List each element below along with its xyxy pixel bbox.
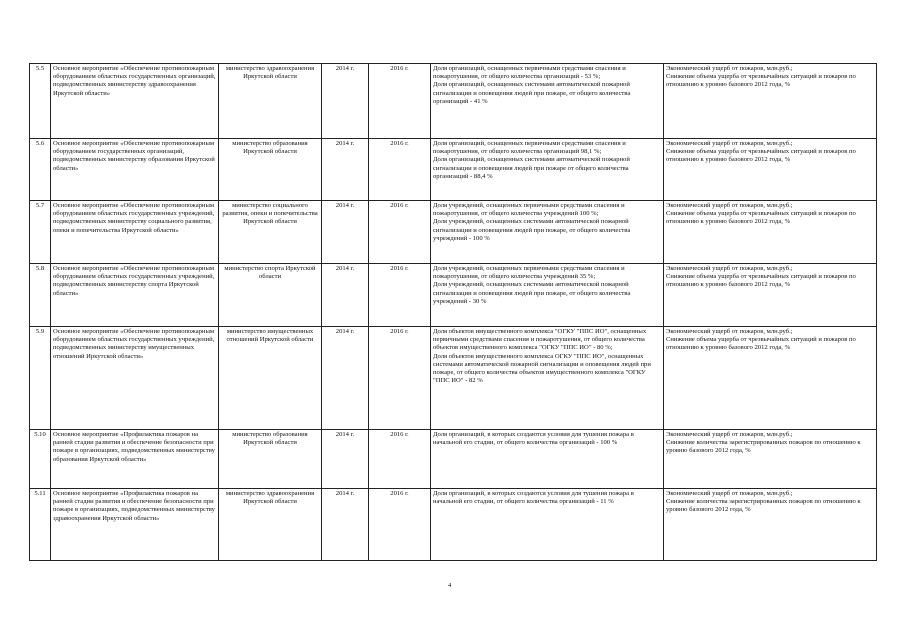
table-row	[30, 64, 877, 139]
expected-results	[664, 264, 877, 327]
start-year: 2014 г.	[322, 139, 369, 201]
row-number: 5.8	[30, 264, 51, 327]
indicator-line: Доля объектов имущественного комплекса ОГКУ "ППС ИО", оснащенных системами автоматической пожарной сигнализации и оповещения людей при пожаре, от общего количества объектов имущественного комплекса "ОГКУ "ППС ИО" - 82 %	[433, 352, 651, 385]
target-indicators	[431, 327, 664, 430]
start-year: 2014 г.	[322, 201, 369, 264]
event-name: Основное мероприятие «Профилактика пожаров на ранней стадии развития и обеспечение безопасности при пожаре в организациях, подведомственных министерству образования Иркутской области»	[51, 430, 219, 489]
row-number: 5.9	[30, 327, 51, 430]
expected-results	[664, 327, 877, 430]
target-indicators	[431, 201, 664, 264]
event-name: Основное мероприятие «Обеспечение противопожарным оборудованием государственных организаций, подведомственных министерству образования Иркутской области»	[51, 139, 219, 201]
target-indicators	[431, 64, 664, 139]
indicator-line: Доля учреждений, оснащенных первичными средствами спасения и пожаротушения, от общего количества учреждений 35 %;	[433, 265, 625, 281]
result-line: Снижение количества зарегистрированных пожаров по отношению к уровню базового 2012 года, %	[666, 498, 861, 514]
row-number: 5.7	[30, 201, 51, 264]
event-name: Основное мероприятие «Обеспечение противопожарным оборудованием областных государственных учреждений, подведомственных министерству имущественных отношений Иркутской области»	[51, 327, 219, 430]
event-name: Основное мероприятие «Обеспечение противопожарным оборудованием областных государственных учреждений, подведомственных министерству спорта Иркутской области»	[51, 264, 219, 327]
executor: министерство имущественных отношений Иркутской области	[219, 327, 322, 430]
executor: министерство социального развития, опеки и попечительства Иркутской области	[219, 201, 322, 264]
table-row	[30, 430, 877, 489]
result-line: Снижение объема ущерба от чрезвычайных ситуаций и пожаров по отношению к уровню базового 2012 года, %	[666, 73, 856, 89]
table-row	[30, 489, 877, 561]
executor: министерство образования Иркутской области	[219, 139, 322, 201]
expected-results	[664, 489, 877, 561]
result-line: Экономический ущерб от пожаров, млн.руб.;	[666, 140, 793, 147]
end-year: 2016 г.	[369, 64, 431, 139]
target-indicators	[431, 139, 664, 201]
table-row	[30, 327, 877, 430]
page-number: 4	[448, 582, 452, 589]
result-line: Экономический ущерб от пожаров, млн.руб.;	[666, 65, 793, 72]
result-line: Экономический ущерб от пожаров, млн.руб.;	[666, 490, 793, 497]
executor: министерство спорта Иркутской области	[219, 264, 322, 327]
end-year: 2016 г.	[369, 264, 431, 327]
event-name: Основное мероприятие «Обеспечение противопожарным оборудованием областных государственных учреждений, подведомственных министерству социального развития, опеки и попечительства Иркутской области»	[51, 201, 219, 264]
result-line: Снижение объема ущерба от чрезвычайных ситуаций и пожаров по отношению к уровню базового 2012 года, %	[666, 273, 856, 289]
result-line: Экономический ущерб от пожаров, млн.руб.;	[666, 202, 793, 209]
result-line: Экономический ущерб от пожаров, млн.руб.;	[666, 431, 793, 438]
expected-results	[664, 139, 877, 201]
start-year: 2014 г.	[322, 430, 369, 489]
program-events-table	[29, 63, 877, 561]
row-number: 5.5	[30, 64, 51, 139]
start-year: 2014 г.	[322, 327, 369, 430]
indicator-line: Доля организаций, в которых создаются условия для тушения пожара в начальной его стадии, от общего количества организаций - 11 %	[433, 490, 634, 506]
executor: министерство образования Иркутской области	[219, 430, 322, 489]
result-line: Снижение объема ущерба от чрезвычайных ситуаций и пожаров по отношению к уровню базового 2012 года, %	[666, 210, 856, 226]
end-year: 2016 г.	[369, 201, 431, 264]
end-year: 2016 г.	[369, 489, 431, 561]
event-name: Основное мероприятие «Профилактика пожаров на ранней стадии развития и обеспечение безопасности при пожаре в организациях, подведомственных министерству здравоохранения Иркутской области»	[51, 489, 219, 561]
indicator-line: Доля учреждений, оснащенных системами автоматической пожарной сигнализации и оповещения людей при пожаре, от общего количества учреждений - 30 %	[433, 281, 631, 305]
start-year: 2014 г.	[322, 489, 369, 561]
target-indicators	[431, 264, 664, 327]
result-line: Снижение объема ущерба от чрезвычайных ситуаций и пожаров по отношению к уровню базового 2012 года, %	[666, 336, 856, 352]
table-row	[30, 201, 877, 264]
table-row	[30, 264, 877, 327]
indicator-line: Доля организаций, в которых создаются условия для тушения пожара в начальной его стадии, от общего количества организаций - 100 %	[433, 431, 634, 447]
end-year: 2016 г.	[369, 327, 431, 430]
target-indicators	[431, 430, 664, 489]
start-year: 2014 г.	[322, 264, 369, 327]
row-number: 5.6	[30, 139, 51, 201]
end-year: 2016 г.	[369, 139, 431, 201]
executor: министерство здравоохранения Иркутской области	[219, 64, 322, 139]
row-number: 5.11	[30, 489, 51, 561]
expected-results	[664, 430, 877, 489]
indicator-line: Доля организаций, оснащенных первичными средствами спасения и пожаротушения, от общего количества организаций 98,1 %;	[433, 140, 626, 156]
result-line: Снижение объема ущерба от чрезвычайных ситуаций и пожаров по отношению к уровню базового 2012 года, %	[666, 148, 856, 164]
expected-results	[664, 201, 877, 264]
indicator-line: Доля объектов имущественного комплекса "ОГКУ "ППС ИО", оснащенных первичными средствами спасения и пожаротушения, от общего количества объектов имущественного комплекса "ОГКУ "ППС ИО" - 80 %;	[433, 328, 647, 352]
table-body	[30, 64, 877, 561]
start-year: 2014 г.	[322, 64, 369, 139]
indicator-line: Доля учреждений, оснащенных первичными средствами спасения и пожаротушения, от общего количества учреждений 100 %;	[433, 202, 625, 218]
indicator-line: Доля организаций, оснащенных системами автоматической пожарной сигнализации и оповещения людей при пожаре, от общего количества организаций - 41 %	[433, 81, 631, 105]
result-line: Экономический ущерб от пожаров, млн.руб.;	[666, 265, 793, 272]
executor: министерство здравоохранения Иркутской области	[219, 489, 322, 561]
event-name: Основное мероприятие «Обеспечение противопожарным оборудованием областных государственных организаций, подведомственных министерству здравоохранения Иркутской области»	[51, 64, 219, 139]
target-indicators	[431, 489, 664, 561]
indicator-line: Доля учреждений, оснащенных системами автоматической пожарной сигнализации и оповещения людей при пожаре, от общего количества учреждений - 100 %	[433, 218, 631, 242]
indicator-line: Доля организаций, оснащенных первичными средствами спасения и пожаротушения, от общего количества организаций - 53 %;	[433, 65, 626, 81]
result-line: Снижение количества зарегистрированных пожаров по отношению к уровню базового 2012 года, %	[666, 439, 861, 455]
table-row	[30, 139, 877, 201]
expected-results	[664, 64, 877, 139]
end-year: 2016 г.	[369, 430, 431, 489]
row-number: 5.10	[30, 430, 51, 489]
indicator-line: Доля организаций, оснащенных системами автоматической пожарной сигнализации и оповещения людей при пожаре от общего количества организаций - 88,4 %	[433, 156, 630, 180]
result-line: Экономический ущерб от пожаров, млн.руб.;	[666, 328, 793, 335]
